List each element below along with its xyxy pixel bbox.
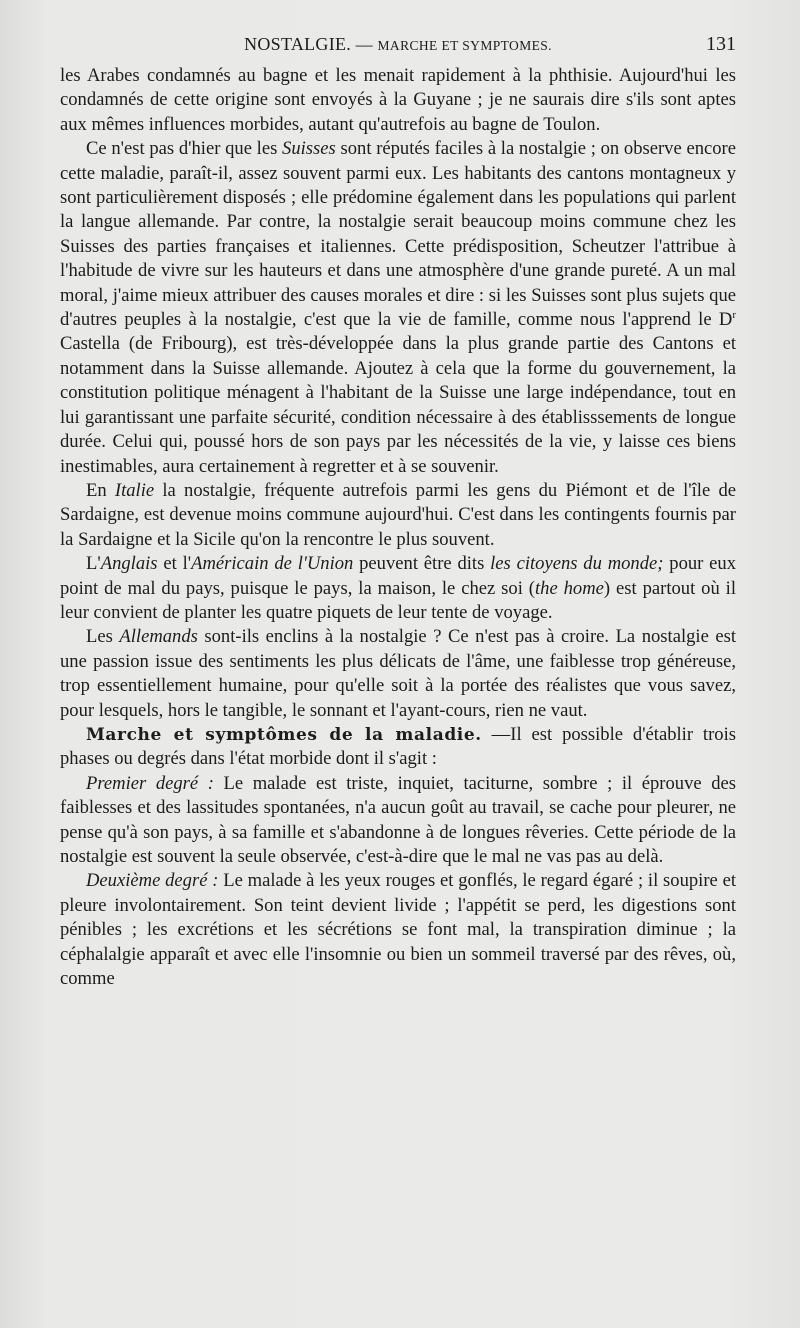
paragraph xyxy=(60,723,736,772)
paragraph xyxy=(60,64,736,137)
paragraph xyxy=(60,869,736,991)
italic-text: les citoyens du monde; xyxy=(490,553,664,575)
italic-text: Deuxième degré : xyxy=(86,870,219,892)
text-run: peuvent être dits xyxy=(353,553,491,575)
text-run: Le malade est triste, inquiet, taciturne, sombre ; il éprouve des faiblesses et des lassitudes spontanées, n'a aucun goût au travail, se cache pour pleurer, ne pense qu'à son pays, à sa famille et s'abandonne à de longues rêveries. Cette période de la nostalgie est souvent la seule observée, c'est-à-dire que le mal ne vas pas au delà. xyxy=(60,772,736,867)
text-run: Les xyxy=(86,626,120,648)
italic-text: Suisses xyxy=(282,138,336,160)
text-run: —Il est possible d'établir trois phases ou degrés dans l'état morbide dont il s'agit : xyxy=(60,723,736,770)
italic-text: Italie xyxy=(114,479,155,501)
running-title-main: NOSTALGIE. xyxy=(244,34,352,54)
italic-text: Américain de l'Union xyxy=(191,553,354,575)
paragraph xyxy=(60,625,736,723)
running-title xyxy=(60,34,736,55)
page-body-text xyxy=(60,64,736,991)
text-run: r xyxy=(732,308,736,321)
section-heading: Marche et symptômes de la maladie. xyxy=(86,724,482,745)
paragraph xyxy=(60,137,736,479)
running-title-separator: — xyxy=(351,35,378,54)
paragraph xyxy=(60,552,736,625)
text-run: sont réputés faciles à la nostalgie ; on observe encore cette maladie, paraît-il, assez souvent parmi eux. Les habitants des cantons montagneux y sont particulièrement disposés ; elle prédomine également dans les populations qui parlent la langue allemande. Par contre, la nostalgie serait beaucoup moins commune chez les Suisses des parties françaises et italiennes. Cette prédisposition, Scheutzer l'attribue à l'habitude de vivre sur les hauteurs et dans une atmosphère d'une grande pureté. A un mal moral, j'aime mieux attribuer des causes morales et dire : si les Suisses sont plus sujets que d'autres peuples à la nostalgie, c'est que la vie de famille, comme nous l'apprend le D xyxy=(60,138,736,331)
paragraph xyxy=(60,479,736,552)
italic-text: Premier degré : xyxy=(86,772,214,794)
text-run: Ce n'est pas d'hier que les xyxy=(86,138,283,160)
italic-text: Anglais xyxy=(100,553,158,575)
running-header xyxy=(60,34,736,60)
text-run: et l' xyxy=(157,553,192,575)
text-run: En xyxy=(86,479,115,501)
text-run: Castella (de Fribourg), est très-développée dans la plus grande partie des Cantons et notamment dans la Suisse allemande. Ajoutez à cela que la forme du gouvernement, la constitution politique ménagent à l'habitant de la Suisse une large indépendance, tout en lui garantissant une parfaite sécurité, condition nécessaire à des établisssements de longue durée. Celui qui, poussé hors de son pays par les nécessités de la vie, y laisse ces biens inestimables, aura certainement à regretter et à se souvenir. xyxy=(60,333,736,477)
text-run: les Arabes condamnés au bagne et les menait rapidement à la phthisie. Aujourd'hui les condamnés de cette origine sont envoyés à la Guyane ; je ne saurais dire s'ils sont aptes aux mêmes influences morbides, autant qu'autrefois au bagne de Toulon. xyxy=(60,65,736,135)
text-run: sont-ils enclins à la nostalgie ? Ce n'est pas à croire. La nostalgie est une passion issue des sentiments les plus délicats de l'âme, une faiblesse trop généreuse, trop essentiellement humaine, pour qu'elle soit à la portée des réalistes que vous savez, pour lesquels, hors le tangible, le sonnant et l'ayant-cours, rien ne vaut. xyxy=(60,626,736,721)
text-run: la nostalgie, fréquente autrefois parmi les gens du Piémont et de l'île de Sardaigne, est devenue moins commune aujourd'hui. C'est dans les contingents fournis par la Sardaigne et la Sicile qu'on la rencontre le plus souvent. xyxy=(60,479,736,550)
italic-text: Allemands xyxy=(119,626,198,648)
text-run: pour eux point de mal du pays, puisque le pays, la maison, le chez soi ( xyxy=(60,553,736,599)
text-run: Le malade à les yeux rouges et gonflés, le regard égaré ; il soupire et pleure involontairement. Son teint devient livide ; l'appétit se perd, les digestions sont pénibles ; les excrétions et les sécrétions se font mal, la transpiration diminue ; la céphalalgie apparaît et avec elle l'insomnie ou bien un sommeil traversé par des rêves, où, comme xyxy=(60,870,736,990)
page-number: 131 xyxy=(706,33,736,55)
running-title-sub: MARCHE ET SYMPTOMES. xyxy=(377,38,552,53)
text-run: L' xyxy=(86,553,101,575)
text-run: ) est partout où il leur convient de planter les quatre piquets de leur tente de voyage. xyxy=(60,577,736,623)
paragraph xyxy=(60,772,736,870)
italic-text: the home xyxy=(535,577,604,599)
